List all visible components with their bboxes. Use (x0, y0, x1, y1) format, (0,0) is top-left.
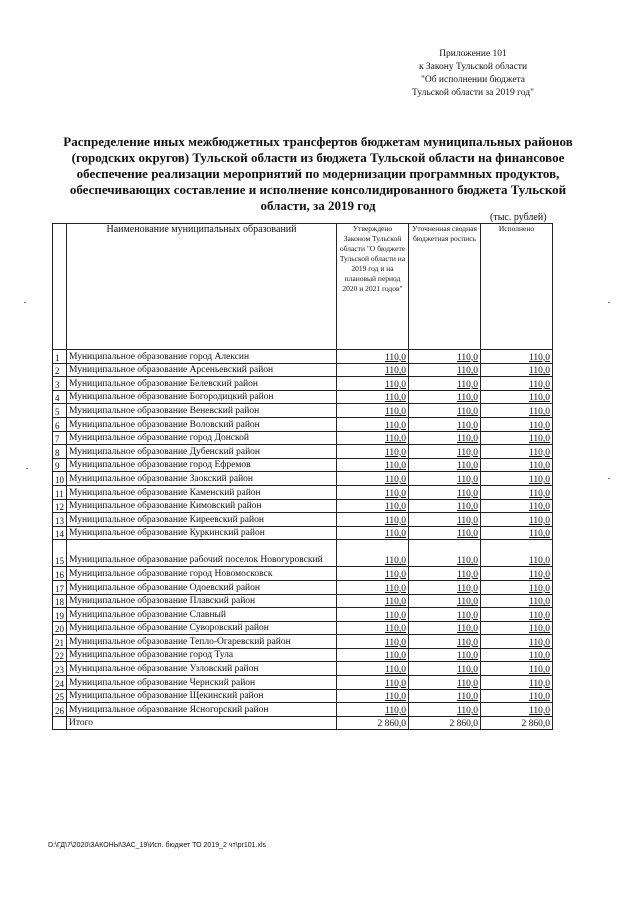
table-row (53, 567, 553, 581)
row-approved: 110,0 (337, 350, 409, 364)
row-executed: 110,0 (481, 485, 553, 499)
row-revised: 110,0 (409, 404, 481, 418)
row-revised: 110,0 (409, 540, 481, 567)
row-approved: 110,0 (337, 526, 409, 540)
row-executed: 110,0 (481, 635, 553, 649)
row-approved: 110,0 (337, 513, 409, 527)
row-number: 25 (53, 689, 67, 703)
row-number: 17 (53, 580, 67, 594)
row-approved: 110,0 (337, 363, 409, 377)
table-row (53, 472, 553, 486)
table-row (53, 377, 553, 391)
total-row (53, 716, 553, 730)
row-number: 20 (53, 621, 67, 635)
row-name: Муниципальное образование Веневский район (67, 404, 337, 418)
row-approved: 110,0 (337, 417, 409, 431)
row-approved: 110,0 (337, 676, 409, 690)
table-row (53, 513, 553, 527)
row-executed: 110,0 (481, 580, 553, 594)
total-label: Итого (67, 716, 337, 730)
row-name: Муниципальное образование Воловский район (67, 417, 337, 431)
row-approved: 110,0 (337, 540, 409, 567)
row-revised: 110,0 (409, 635, 481, 649)
row-executed: 110,0 (481, 417, 553, 431)
row-name: Муниципальное образование город Донской (67, 431, 337, 445)
total-approved: 2 860,0 (337, 716, 409, 730)
total-revised: 2 860,0 (409, 716, 481, 730)
row-approved: 110,0 (337, 635, 409, 649)
table-row (53, 499, 553, 513)
row-name: Муниципальное образование Каменский район (67, 485, 337, 499)
row-revised: 110,0 (409, 621, 481, 635)
row-approved: 110,0 (337, 689, 409, 703)
row-approved: 110,0 (337, 580, 409, 594)
row-approved: 110,0 (337, 621, 409, 635)
row-number: 13 (53, 513, 67, 527)
table-row (53, 526, 553, 540)
table-row (53, 703, 553, 717)
row-number: 22 (53, 648, 67, 662)
row-executed: 110,0 (481, 567, 553, 581)
table-row (53, 648, 553, 662)
table-row (53, 540, 553, 567)
total-number (53, 716, 67, 730)
row-approved: 110,0 (337, 458, 409, 472)
row-revised: 110,0 (409, 580, 481, 594)
row-revised: 110,0 (409, 390, 481, 404)
row-name: Муниципальное образование Дубенский район (67, 445, 337, 459)
row-approved: 110,0 (337, 662, 409, 676)
row-number: 8 (53, 445, 67, 459)
row-name: Муниципальное образование город Тула (67, 648, 337, 662)
scan-speck (24, 302, 26, 303)
row-name: Муниципальное образование Богородицкий район (67, 390, 337, 404)
row-executed: 110,0 (481, 404, 553, 418)
row-revised: 110,0 (409, 703, 481, 717)
total-executed: 2 860,0 (481, 716, 553, 730)
table-row (53, 621, 553, 635)
table-row (53, 608, 553, 622)
scan-speck (26, 468, 28, 469)
row-approved: 110,0 (337, 472, 409, 486)
row-executed: 110,0 (481, 689, 553, 703)
row-executed: 110,0 (481, 363, 553, 377)
row-number: 6 (53, 417, 67, 431)
row-approved: 110,0 (337, 567, 409, 581)
row-number: 11 (53, 485, 67, 499)
row-name: Муниципальное образование Щекинский район (67, 689, 337, 703)
row-number: 7 (53, 431, 67, 445)
row-revised: 110,0 (409, 567, 481, 581)
row-revised: 110,0 (409, 350, 481, 364)
row-revised: 110,0 (409, 445, 481, 459)
row-number: 2 (53, 363, 67, 377)
row-revised: 110,0 (409, 363, 481, 377)
row-executed: 110,0 (481, 350, 553, 364)
row-name: Муниципальное образование Суворовский район (67, 621, 337, 635)
row-revised: 110,0 (409, 608, 481, 622)
table-row (53, 404, 553, 418)
row-name: Муниципальное образование Славный (67, 608, 337, 622)
row-executed: 110,0 (481, 499, 553, 513)
row-name: Муниципальное образование Тепло-Огаревский район (67, 635, 337, 649)
row-number: 15 (53, 540, 67, 567)
row-approved: 110,0 (337, 377, 409, 391)
row-revised: 110,0 (409, 526, 481, 540)
row-revised: 110,0 (409, 431, 481, 445)
row-approved: 110,0 (337, 608, 409, 622)
header-approved: Утверждено Законом Тульской области "О бюджете Тульской области на 2019 год и на плановый период 2020 и 2021 годов" (337, 224, 409, 350)
row-revised: 110,0 (409, 594, 481, 608)
table-row (53, 485, 553, 499)
file-path-footer: D:\ГД\7\2020\ЗАКОНЫ\ЗАС_19\Исп. бюджет ТО 2019_2 чт\pr101.xls (48, 842, 267, 849)
table-row (53, 458, 553, 472)
row-name: Муниципальное образование Кимовский район (67, 499, 337, 513)
row-number: 3 (53, 377, 67, 391)
table-row (53, 580, 553, 594)
row-name: Муниципальное образование Киреевский район (67, 513, 337, 527)
row-approved: 110,0 (337, 648, 409, 662)
row-approved: 110,0 (337, 431, 409, 445)
table-row (53, 689, 553, 703)
row-executed: 110,0 (481, 540, 553, 567)
row-executed: 110,0 (481, 513, 553, 527)
row-name: Муниципальное образование Заокский район (67, 472, 337, 486)
header-number (53, 224, 67, 350)
table-row (53, 431, 553, 445)
row-revised: 110,0 (409, 377, 481, 391)
row-revised: 110,0 (409, 458, 481, 472)
row-number: 12 (53, 499, 67, 513)
row-executed: 110,0 (481, 703, 553, 717)
row-revised: 110,0 (409, 676, 481, 690)
transfers-table (52, 223, 553, 730)
row-executed: 110,0 (481, 676, 553, 690)
row-executed: 110,0 (481, 472, 553, 486)
header-name: Наименование муниципальных образований (67, 224, 337, 350)
row-approved: 110,0 (337, 703, 409, 717)
header-revised: Уточненная сводная бюджетная роспись (409, 224, 481, 350)
table-header-row (53, 224, 553, 350)
row-number: 10 (53, 472, 67, 486)
row-approved: 110,0 (337, 499, 409, 513)
row-approved: 110,0 (337, 594, 409, 608)
row-number: 23 (53, 662, 67, 676)
header-executed: Исполнено (481, 224, 553, 350)
row-executed: 110,0 (481, 608, 553, 622)
row-name: Муниципальное образование Чернский район (67, 676, 337, 690)
row-executed: 110,0 (481, 458, 553, 472)
row-name: Муниципальное образование Белевский район (67, 377, 337, 391)
row-executed: 110,0 (481, 662, 553, 676)
row-revised: 110,0 (409, 472, 481, 486)
row-number: 24 (53, 676, 67, 690)
row-number: 19 (53, 608, 67, 622)
row-approved: 110,0 (337, 445, 409, 459)
row-name: Муниципальное образование Одоевский район (67, 580, 337, 594)
row-name: Муниципальное образование Арсеньевский район (67, 363, 337, 377)
row-approved: 110,0 (337, 404, 409, 418)
row-executed: 110,0 (481, 594, 553, 608)
row-executed: 110,0 (481, 526, 553, 540)
row-number: 18 (53, 594, 67, 608)
appendix-line: "Об исполнении бюджета (420, 75, 526, 85)
row-executed: 110,0 (481, 621, 553, 635)
row-number: 21 (53, 635, 67, 649)
appendix-block (378, 48, 568, 100)
table-row (53, 350, 553, 364)
row-executed: 110,0 (481, 377, 553, 391)
row-name: Муниципальное образование Ясногорский район (67, 703, 337, 717)
row-revised: 110,0 (409, 648, 481, 662)
scan-speck (608, 478, 610, 479)
appendix-line: Тульской области за 2019 год" (412, 88, 534, 98)
table-row (53, 417, 553, 431)
table-row (53, 662, 553, 676)
table-row (53, 594, 553, 608)
row-executed: 110,0 (481, 648, 553, 662)
row-number: 1 (53, 350, 67, 364)
row-revised: 110,0 (409, 513, 481, 527)
row-number: 26 (53, 703, 67, 717)
row-approved: 110,0 (337, 485, 409, 499)
row-revised: 110,0 (409, 499, 481, 513)
row-name: Муниципальное образование Узловский район (67, 662, 337, 676)
row-number: 16 (53, 567, 67, 581)
row-revised: 110,0 (409, 662, 481, 676)
row-approved: 110,0 (337, 390, 409, 404)
scan-speck (608, 302, 610, 303)
table-row (53, 635, 553, 649)
appendix-line: к Закону Тульской области (418, 62, 528, 72)
row-name: Муниципальное образование Куркинский район (67, 526, 337, 540)
table-row (53, 676, 553, 690)
row-number: 5 (53, 404, 67, 418)
row-number: 9 (53, 458, 67, 472)
row-name: Муниципальное образование город Новомосковск (67, 567, 337, 581)
row-name: Муниципальное образование город Алексин (67, 350, 337, 364)
table-row (53, 445, 553, 459)
row-executed: 110,0 (481, 390, 553, 404)
row-name: Муниципальное образование рабочий поселок Новогуровский (67, 540, 337, 567)
row-revised: 110,0 (409, 417, 481, 431)
row-executed: 110,0 (481, 445, 553, 459)
row-number: 4 (53, 390, 67, 404)
document-title: Распределение иных межбюджетных трансфертов бюджетам муниципальных районов (городских округов) Тульской области из бюджета Тульской области на финансовое обеспечение реализации мероприятий по модернизации программных продуктов, обеспечивающих составление и исполнение консолидированного бюджета Тульской области, за 2019 год (63, 134, 573, 213)
row-name: Муниципальное образование город Ефремов (67, 458, 337, 472)
row-executed: 110,0 (481, 431, 553, 445)
row-number: 14 (53, 526, 67, 540)
row-name: Муниципальное образование Плавский район (67, 594, 337, 608)
row-revised: 110,0 (409, 689, 481, 703)
table-row (53, 390, 553, 404)
units-label: (тыс. рублей) (490, 212, 547, 223)
table-row (53, 363, 553, 377)
row-revised: 110,0 (409, 485, 481, 499)
appendix-line: Приложение 101 (439, 49, 507, 59)
